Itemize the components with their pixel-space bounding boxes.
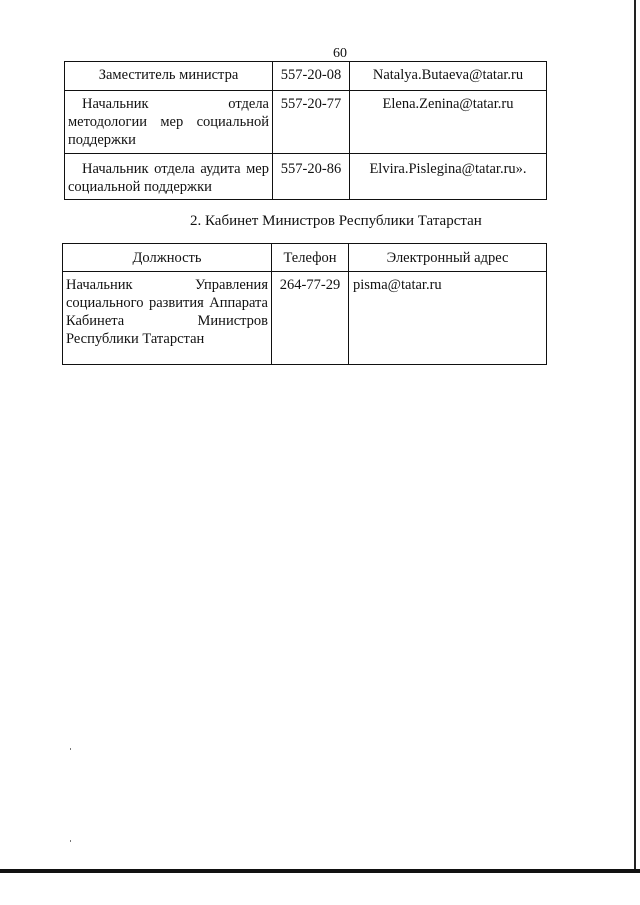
scan-edge-right <box>634 0 636 870</box>
contacts-table-cabinet <box>62 243 547 365</box>
position-cell: Заместитель министра <box>65 62 273 91</box>
scan-speck <box>70 840 71 842</box>
table-row <box>65 154 547 200</box>
table-header-row <box>63 244 547 272</box>
column-header-email: Электронный адрес <box>349 244 547 272</box>
phone-cell: 557-20-08 <box>273 62 350 91</box>
position-cell: Начальник отдела аудита мер социальной поддержки <box>65 154 273 200</box>
section-title: 2. Кабинет Министров Республики Татарстан <box>190 213 482 229</box>
column-header-phone: Телефон <box>272 244 349 272</box>
scan-edge-bottom <box>0 869 640 873</box>
table-row <box>65 91 547 154</box>
page-number: 60 <box>333 46 347 61</box>
table-row <box>65 62 547 91</box>
position-cell: Начальник отдела методологии мер социальной поддержки <box>65 91 273 154</box>
phone-cell: 557-20-86 <box>273 154 350 200</box>
contacts-table-ministry <box>64 61 547 200</box>
column-header-position: Должность <box>63 244 272 272</box>
position-cell: Начальник Управления социального развития Аппарата Кабинета Министров Республики Татарстан <box>63 272 272 365</box>
phone-cell: 557-20-77 <box>273 91 350 154</box>
email-cell: Elena.Zenina@tatar.ru <box>350 91 547 154</box>
email-cell: Elvira.Pislegina@tatar.ru». <box>350 154 547 200</box>
scan-speck <box>70 748 71 750</box>
email-cell: pisma@tatar.ru <box>349 272 547 365</box>
email-cell: Natalya.Butaeva@tatar.ru <box>350 62 547 91</box>
table-row <box>63 272 547 365</box>
phone-cell: 264-77-29 <box>272 272 349 365</box>
